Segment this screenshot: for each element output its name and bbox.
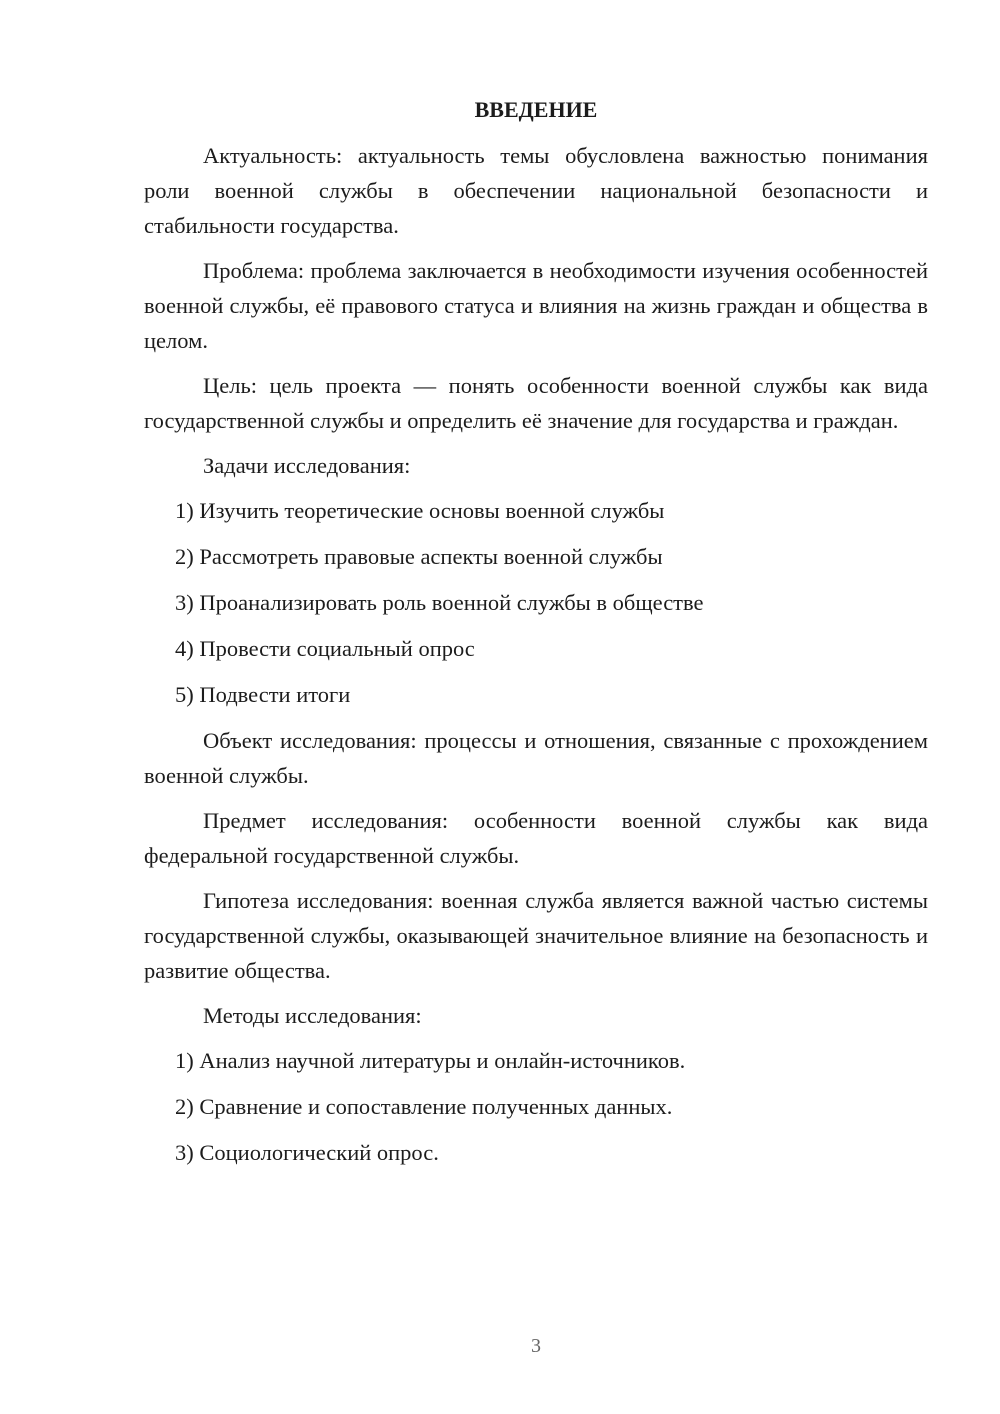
methods-label: Методы исследования: xyxy=(203,1003,422,1028)
paragraph-problem: Проблема: проблема заключается в необходимости изучения особенностей военной службы, её правового статуса и влияния на жизнь граждан и общества в целом. xyxy=(144,258,928,353)
methods-list xyxy=(144,1043,928,1170)
tasks-label: Задачи исследования: xyxy=(203,453,411,478)
section-title: ВВЕДЕНИЕ xyxy=(474,97,598,122)
task-item: 5) Подвести итоги xyxy=(175,682,351,707)
tasks-list xyxy=(144,493,928,712)
paragraph-goal: Цель: цель проекта — понять особенности военной службы как вида государственной службы и определить её значение для государства и граждан. xyxy=(144,373,928,433)
paragraph-relevance: Актуальность: актуальность темы обусловлена важностью понимания роли военной службы в обеспечении национальной безопасности и стабильности государства. xyxy=(144,143,928,238)
task-item: 1) Изучить теоретические основы военной службы xyxy=(175,498,665,523)
paragraph-object: Объект исследования: процессы и отношения, связанные с прохождением военной службы. xyxy=(144,728,928,788)
task-item: 2) Рассмотреть правовые аспекты военной службы xyxy=(175,544,663,569)
method-item: 2) Сравнение и сопоставление полученных данных. xyxy=(175,1094,673,1119)
paragraph-hypothesis: Гипотеза исследования: военная служба является важной частью системы государственной службы, оказывающей значительное влияние на безопасность и развитие общества. xyxy=(144,888,928,983)
method-item: 1) Анализ научной литературы и онлайн-источников. xyxy=(175,1048,686,1073)
method-item: 3) Социологический опрос. xyxy=(175,1140,439,1165)
task-item: 4) Провести социальный опрос xyxy=(175,636,475,661)
paragraph-subject: Предмет исследования: особенности военной службы как вида федеральной государственной службы. xyxy=(144,808,928,868)
document-body xyxy=(144,92,928,1181)
page-number: 3 xyxy=(531,1335,541,1357)
task-item: 3) Проанализировать роль военной службы в обществе xyxy=(175,590,704,615)
